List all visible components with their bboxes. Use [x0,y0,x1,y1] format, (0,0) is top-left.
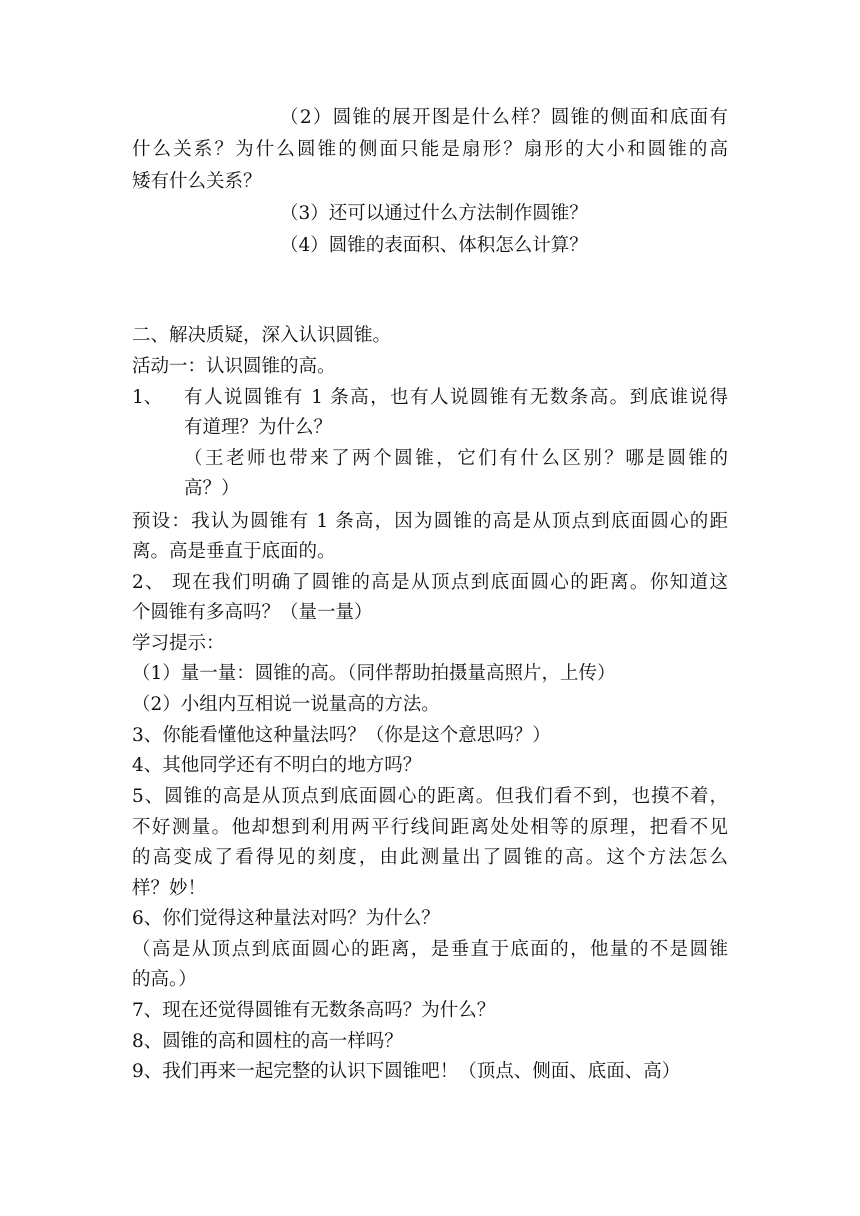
preset-line-2: 离。高是垂直于底面的。 [132,541,336,562]
hint-title: 学习提示： [132,633,225,654]
item-9: 9、我们再来一起完整的认识下圆锥吧！（顶点、侧面、底面、高） [132,1061,681,1082]
item-1-note-line-1: （王老师也带来了两个圆锥，它们有什么区别？哪是圆锥的 [184,448,728,469]
item-1-line-1: 有人说圆锥有 1 条高，也有人说圆锥有无数条高。到底谁说得 [184,387,728,408]
question-4: （4）圆锥的表面积、体积怎么计算？ [280,235,588,256]
preset-line-1: 预设：我认为圆锥有 1 条高，因为圆锥的高是从顶点到底面圆心的距 [132,511,728,532]
item-1-note-line-2: 高？） [184,478,240,499]
item-1-line-2: 有道理？为什么？ [184,417,333,438]
item-6-line-1: 6、你们觉得这种量法对吗？为什么？ [132,908,440,929]
item-5-line-3: 的高变成了看得见的刻度，由此测量出了圆锥的高。这个方法怎么 [132,847,728,868]
item-4: 4、其他同学还有不明白的地方吗？ [132,755,422,776]
item-5-line-1: 5、圆锥的高是从顶点到底面圆心的距离。但我们看不到，也摸不着， [132,786,728,807]
activity-title: 活动一：认识圆锥的高。 [132,356,336,377]
item-2-line-2: 个圆锥有多高吗？（量一量） [132,602,373,623]
section-title: 二、解决质疑，深入认识圆锥。 [132,325,392,346]
question-2-line-1: （2）圆锥的展开图是什么样？圆锥的侧面和底面有 [280,107,728,128]
item-5-line-2: 不好测量。他却想到利用两平行线间距离处处相等的原理，把看不见 [132,817,728,838]
hint-1: （1）量一量：圆锥的高。（同伴帮助拍摄量高照片，上传） [132,663,616,684]
item-1-number: 1、 [132,387,163,408]
item-5-line-4: 样？妙！ [132,878,207,899]
question-2-line-2: 什么关系？为什么圆锥的侧面只能是扇形？扇形的大小和圆锥的高 [132,139,728,160]
item-3: 3、你能看懂他这种量法吗？（你是这个意思吗？） [132,725,551,746]
question-2-line-3: 矮有什么关系？ [132,171,262,192]
item-7: 7、现在还觉得圆锥有无数条高吗？为什么？ [132,1000,496,1021]
hint-2: （2）小组内互相说一说量高的方法。 [132,694,440,715]
item-6-answer-line-2: 的高。） [132,969,197,990]
item-2-line-1: 2、 现在我们明确了圆锥的高是从顶点到底面圆心的距离。你知道这 [132,572,728,593]
item-8: 8、圆锥的高和圆柱的高一样吗？ [132,1031,403,1052]
question-3: （3）还可以通过什么方法制作圆锥？ [280,203,588,224]
item-6-answer-line-1: （高是从顶点到底面圆心的距离，是垂直于底面的，他量的不是圆锥 [132,939,728,960]
